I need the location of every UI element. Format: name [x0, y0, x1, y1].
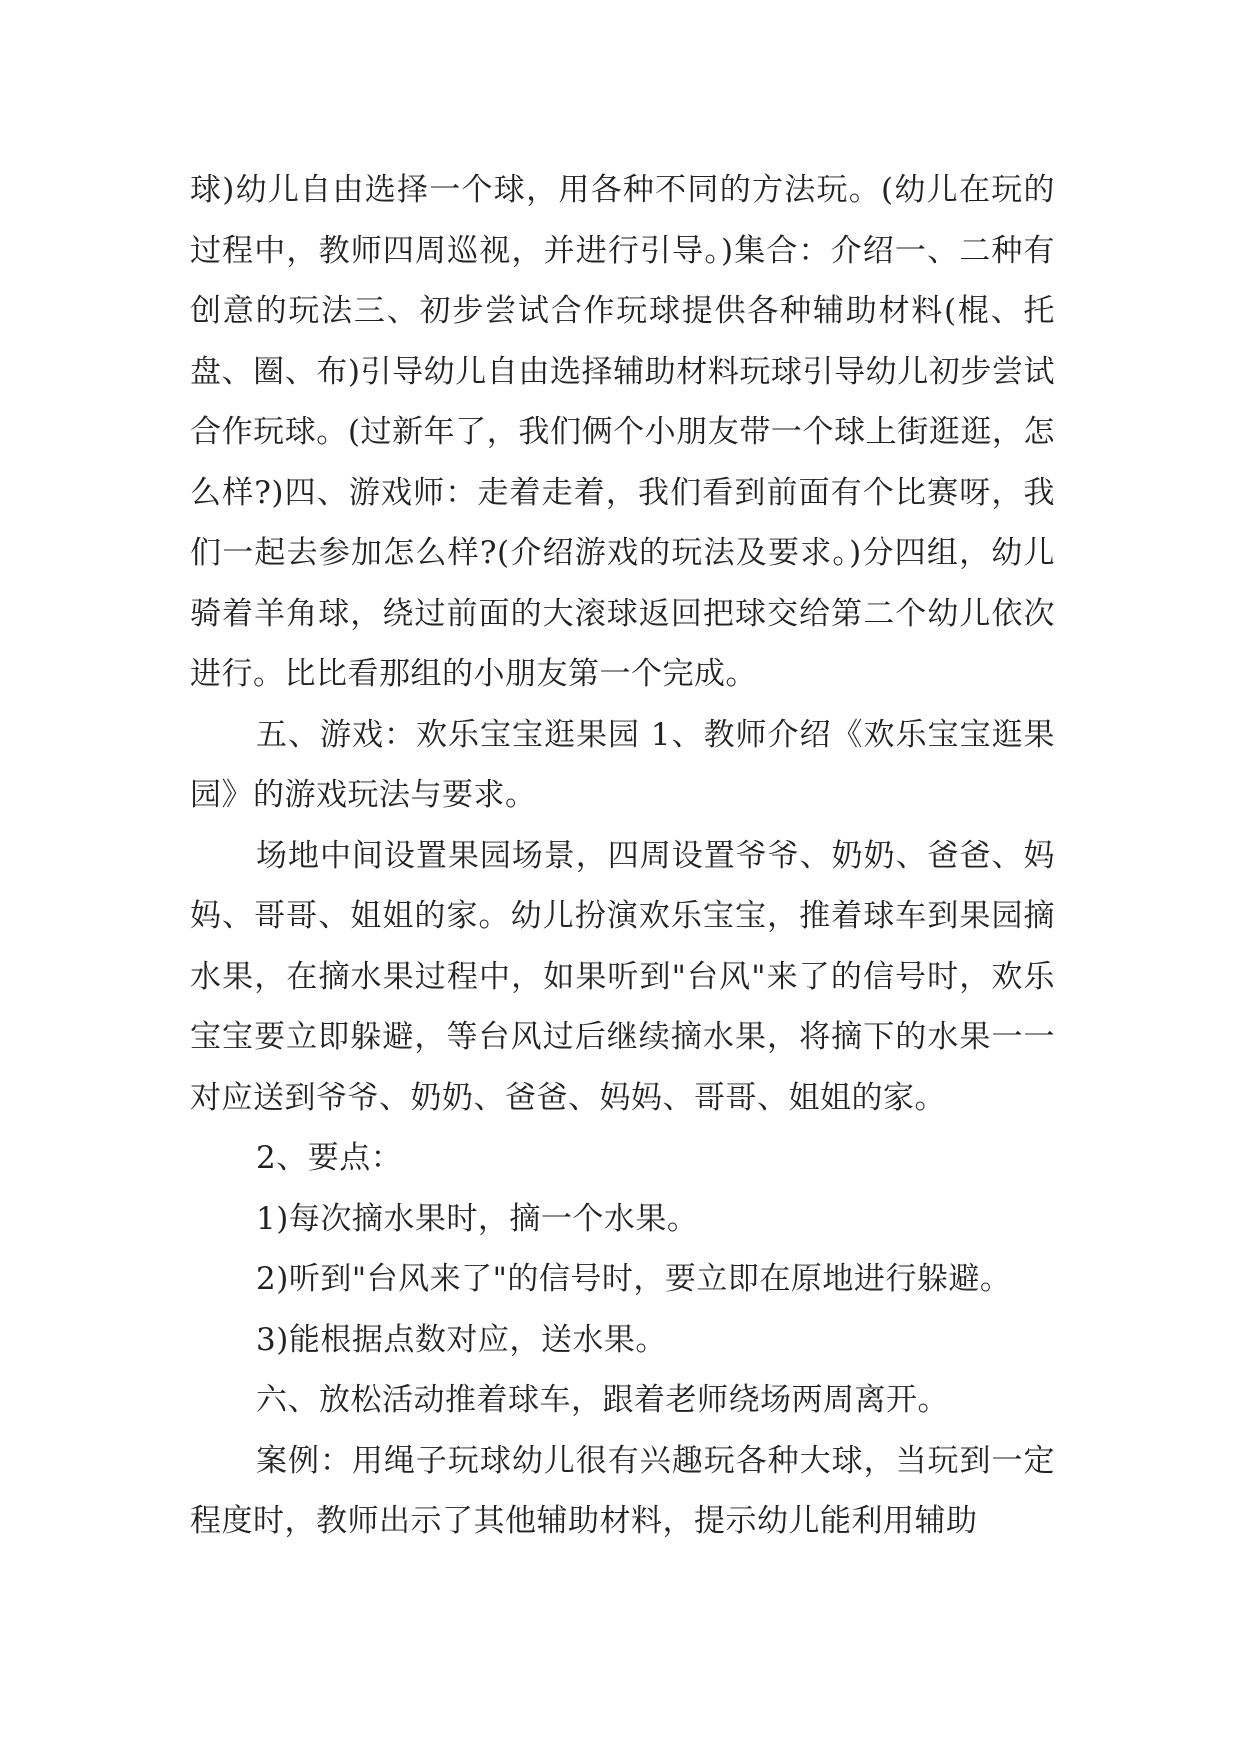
- paragraph-key-point-2: 2)听到"台风来了"的信号时，要立即在原地进行躲避。: [256, 1261, 1012, 1297]
- document-body: [190, 160, 1055, 1552]
- paragraph-key-point-1: 1)每次摘水果时，摘一个水果。: [256, 1200, 699, 1237]
- paragraph-activity-continued: 球)幼儿自由选择一个球，用各种不同的方法玩。(幼儿在玩的过程中，教师四周巡视，并进行引导。)集合：介绍一、二种有创意的玩法三、初步尝试合作玩球提供各种辅助材料(棍、托盘、圈、布)引导幼儿自由选择辅助材料玩球引导幼儿初步尝试合作玩球。(过新年了，我们俩个小朋友带一个球上街逛逛，怎么样?)四、游戏师：走着走着，我们看到前面有个比赛呀，我们一起去参加怎么样?(介绍游戏的玩法及要求。)分四组，幼儿骑着羊角球，绕过前面的大滚球返回把球交给第二个幼儿依次进行。比比看那组的小朋友第一个完成。: [190, 172, 1055, 692]
- paragraph-case-study: 案例：用绳子玩球幼儿很有兴趣玩各种大球，当玩到一定程度时，教师出示了其他辅助材料，提示幼儿能利用辅助: [190, 1442, 1055, 1539]
- paragraph-key-points-heading: 2、要点：: [256, 1140, 403, 1176]
- paragraph-key-point-3: 3)能根据点数对应，送水果。: [256, 1321, 667, 1358]
- paragraph-game-setup: 场地中间设置果园场景，四周设置爷爷、奶奶、爸爸、妈妈、哥哥、姐姐的家。幼儿扮演欢乐宝宝，推着球车到果园摘水果，在摘水果过程中，如果听到"台风"来了的信号时，欢乐宝宝要立即躲避，等台风过后继续摘水果，将摘下的水果一一对应送到爷爷、奶奶、爸爸、妈妈、哥哥、姐姐的家。: [190, 837, 1055, 1116]
- paragraph-game-section: 五、游戏：欢乐宝宝逛果园 1、教师介绍《欢乐宝宝逛果园》的游戏玩法与要求。: [190, 716, 1055, 813]
- paragraph-relaxation: 六、放松活动推着球车，跟着老师绕场两周离开。: [256, 1382, 949, 1418]
